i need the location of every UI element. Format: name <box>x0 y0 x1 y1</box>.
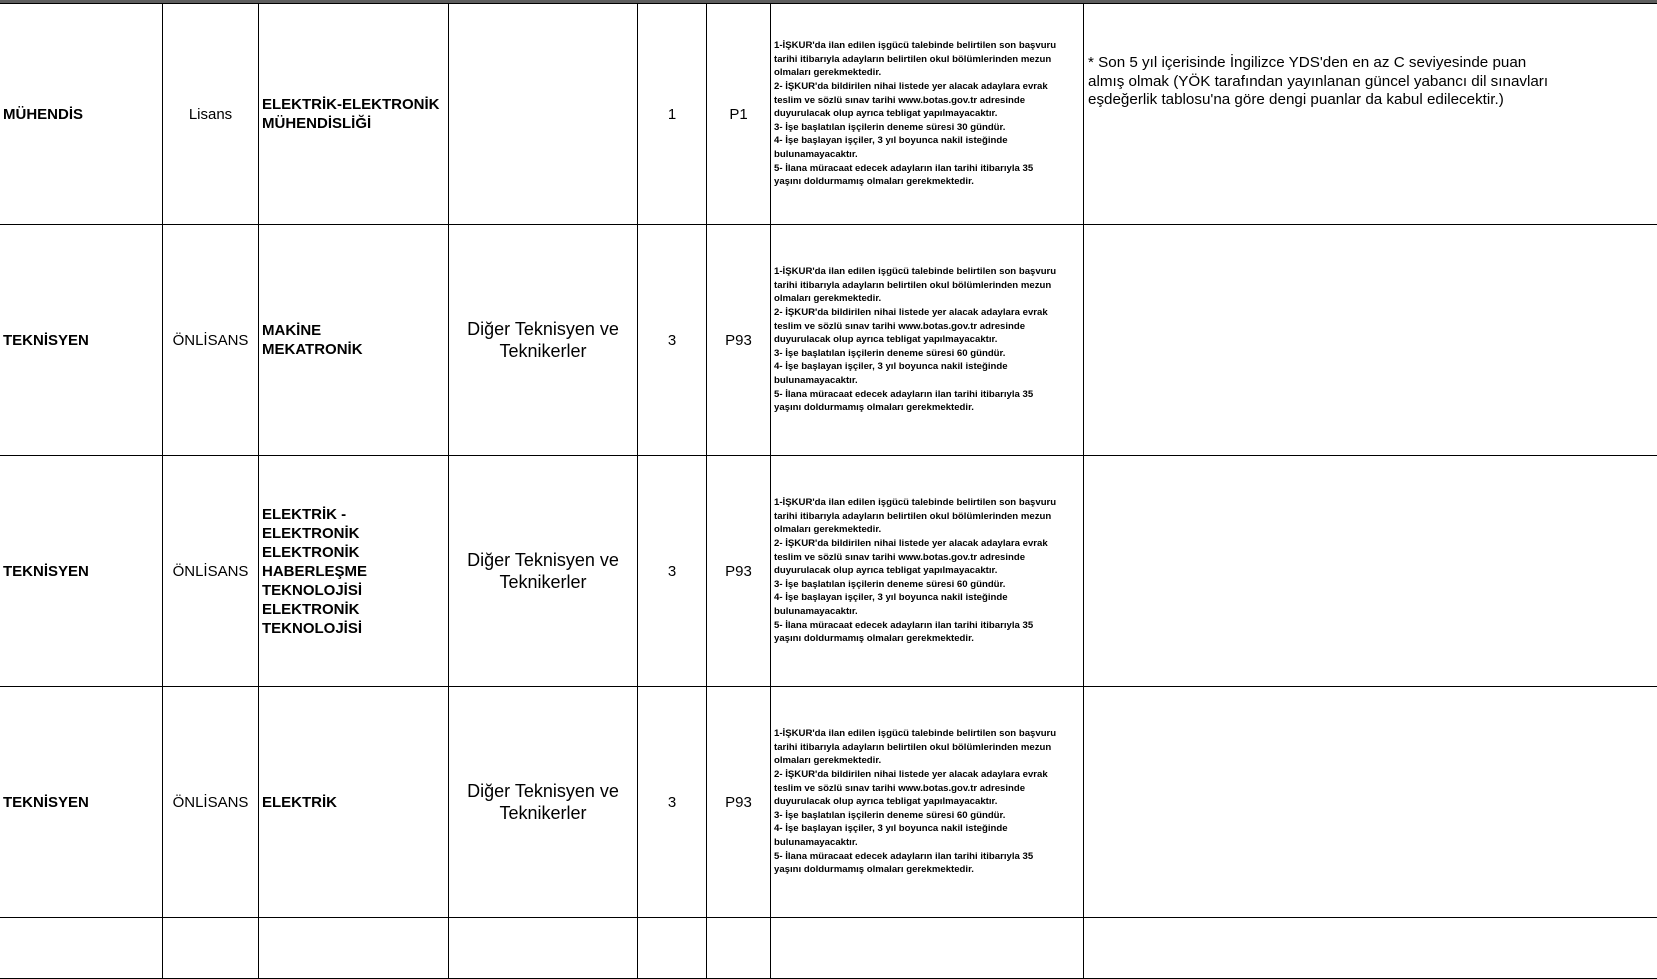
condition-line: tarihi itibarıyla adayların belirtilen okul bölümlerinden mezun <box>774 741 1083 755</box>
education-level-cell: ÖNLİSANS <box>163 687 259 918</box>
condition-line: bulunamayacaktır. <box>774 836 1083 850</box>
condition-line: duyurulacak olup ayrıca tebligat yapılmayacaktır. <box>774 564 1083 578</box>
department-cell <box>259 456 449 687</box>
condition-line: 3- İşe başlatılan işçilerin deneme süresi 60 gündür. <box>774 347 1083 361</box>
education-level-cell: ÖNLİSANS <box>163 456 259 687</box>
occupation-group-cell <box>449 4 638 225</box>
occupation-group-line: Teknikerler <box>449 571 637 593</box>
conditions-cell <box>771 4 1084 225</box>
condition-line: 3- İşe başlatılan işçilerin deneme süresi 30 gündür. <box>774 121 1083 135</box>
department-cell <box>259 687 449 918</box>
occupation-group-line: Teknikerler <box>449 802 637 824</box>
condition-line: 3- İşe başlatılan işçilerin deneme süresi 60 gündür. <box>774 578 1083 592</box>
condition-line: olmaları gerekmektedir. <box>774 523 1083 537</box>
additional-requirements-cell <box>1084 225 1657 456</box>
condition-line: bulunamayacaktır. <box>774 374 1083 388</box>
condition-line: 2- İŞKUR'da bildirilen nihai listede yer alacak adaylara evrak <box>774 537 1083 551</box>
condition-line: tarihi itibarıyla adayların belirtilen okul bölümlerinden mezun <box>774 510 1083 524</box>
department-line: ELEKTRONİK <box>262 524 448 543</box>
position-title-cell: TEKNİSYEN <box>0 687 163 918</box>
condition-line: 5- İlana müracaat edecek adayların ilan tarihi itibarıyla 35 <box>774 388 1083 402</box>
position-title-cell: TEKNİSYEN <box>0 456 163 687</box>
department-line: HABERLEŞME <box>262 562 448 581</box>
condition-line: duyurulacak olup ayrıca tebligat yapılmayacaktır. <box>774 333 1083 347</box>
table-row <box>0 918 1657 979</box>
position-title-cell: TEKNİSYEN <box>0 225 163 456</box>
position-code-cell: P1 <box>707 4 771 225</box>
empty-cell <box>707 918 771 979</box>
condition-line: tarihi itibarıyla adayların belirtilen okul bölümlerinden mezun <box>774 53 1083 67</box>
empty-cell <box>259 918 449 979</box>
condition-line: 2- İŞKUR'da bildirilen nihai listede yer alacak adaylara evrak <box>774 768 1083 782</box>
job-posting-table <box>0 3 1657 979</box>
vacancy-count-cell: 1 <box>638 4 707 225</box>
condition-line: 5- İlana müracaat edecek adayların ilan tarihi itibarıyla 35 <box>774 850 1083 864</box>
condition-line: teslim ve sözlü sınav tarihi www.botas.gov.tr adresinde <box>774 782 1083 796</box>
department-line: MÜHENDİSLİĞİ <box>262 114 448 133</box>
department-line: ELEKTRİK-ELEKTRONİK <box>262 95 448 114</box>
additional-requirements-cell <box>1084 4 1657 225</box>
condition-line: 3- İşe başlatılan işçilerin deneme süresi 60 gündür. <box>774 809 1083 823</box>
department-line: TEKNOLOJİSİ <box>262 581 448 600</box>
department-line: ELEKTRONİK <box>262 543 448 562</box>
condition-line: teslim ve sözlü sınav tarihi www.botas.gov.tr adresinde <box>774 320 1083 334</box>
condition-line: bulunamayacaktır. <box>774 148 1083 162</box>
occupation-group-line: Diğer Teknisyen ve <box>449 318 637 340</box>
position-code-cell: P93 <box>707 687 771 918</box>
table-row <box>0 4 1657 225</box>
condition-line: tarihi itibarıyla adayların belirtilen okul bölümlerinden mezun <box>774 279 1083 293</box>
department-line: ELEKTRONİK <box>262 600 448 619</box>
condition-line: yaşını doldurmamış olmaları gerekmektedir. <box>774 175 1083 189</box>
condition-line: teslim ve sözlü sınav tarihi www.botas.gov.tr adresinde <box>774 551 1083 565</box>
empty-cell <box>1084 918 1657 979</box>
condition-line: 1-İŞKUR'da ilan edilen işgücü talebinde belirtilen son başvuru <box>774 39 1083 53</box>
condition-line: 2- İŞKUR'da bildirilen nihai listede yer alacak adaylara evrak <box>774 306 1083 320</box>
condition-line: duyurulacak olup ayrıca tebligat yapılmayacaktır. <box>774 107 1083 121</box>
condition-line: 4- İşe başlayan işçiler, 3 yıl boyunca nakil isteğinde <box>774 134 1083 148</box>
position-code-cell: P93 <box>707 456 771 687</box>
condition-line: yaşını doldurmamış olmaları gerekmektedir. <box>774 632 1083 646</box>
table-row <box>0 225 1657 456</box>
position-code-cell: P93 <box>707 225 771 456</box>
education-level-cell: ÖNLİSANS <box>163 225 259 456</box>
empty-cell <box>771 918 1084 979</box>
occupation-group-line: Teknikerler <box>449 340 637 362</box>
occupation-group-cell <box>449 225 638 456</box>
vacancy-count-cell: 3 <box>638 687 707 918</box>
department-line: MAKİNE <box>262 321 448 340</box>
department-line: TEKNOLOJİSİ <box>262 619 448 638</box>
vacancy-count-cell: 3 <box>638 456 707 687</box>
department-line: ELEKTRİK - <box>262 505 448 524</box>
condition-line: teslim ve sözlü sınav tarihi www.botas.gov.tr adresinde <box>774 94 1083 108</box>
condition-line: yaşını doldurmamış olmaları gerekmektedir. <box>774 863 1083 877</box>
department-line: MEKATRONİK <box>262 340 448 359</box>
table-row <box>0 687 1657 918</box>
condition-line: olmaları gerekmektedir. <box>774 66 1083 80</box>
condition-line: 4- İşe başlayan işçiler, 3 yıl boyunca nakil isteğinde <box>774 360 1083 374</box>
condition-line: olmaları gerekmektedir. <box>774 754 1083 768</box>
education-level-cell: Lisans <box>163 4 259 225</box>
vacancy-count-cell: 3 <box>638 225 707 456</box>
condition-line: 4- İşe başlayan işçiler, 3 yıl boyunca nakil isteğinde <box>774 591 1083 605</box>
additional-requirements-cell <box>1084 456 1657 687</box>
empty-cell <box>0 918 163 979</box>
condition-line: 4- İşe başlayan işçiler, 3 yıl boyunca nakil isteğinde <box>774 822 1083 836</box>
condition-line: duyurulacak olup ayrıca tebligat yapılmayacaktır. <box>774 795 1083 809</box>
conditions-cell <box>771 456 1084 687</box>
condition-line: yaşını doldurmamış olmaları gerekmektedir. <box>774 401 1083 415</box>
empty-cell <box>638 918 707 979</box>
condition-line: bulunamayacaktır. <box>774 605 1083 619</box>
condition-line: 1-İŞKUR'da ilan edilen işgücü talebinde belirtilen son başvuru <box>774 496 1083 510</box>
conditions-cell <box>771 687 1084 918</box>
condition-line: 2- İŞKUR'da bildirilen nihai listede yer alacak adaylara evrak <box>774 80 1083 94</box>
occupation-group-line: Diğer Teknisyen ve <box>449 549 637 571</box>
department-cell <box>259 4 449 225</box>
condition-line: olmaları gerekmektedir. <box>774 292 1083 306</box>
department-cell <box>259 225 449 456</box>
condition-line: 5- İlana müracaat edecek adayların ilan tarihi itibarıyla 35 <box>774 162 1083 176</box>
occupation-group-cell <box>449 456 638 687</box>
condition-line: 1-İŞKUR'da ilan edilen işgücü talebinde belirtilen son başvuru <box>774 265 1083 279</box>
condition-line: 1-İŞKUR'da ilan edilen işgücü talebinde belirtilen son başvuru <box>774 727 1083 741</box>
table-row <box>0 456 1657 687</box>
department-line: ELEKTRİK <box>262 793 448 812</box>
conditions-cell <box>771 225 1084 456</box>
empty-cell <box>449 918 638 979</box>
occupation-group-line: Diğer Teknisyen ve <box>449 780 637 802</box>
empty-cell <box>163 918 259 979</box>
condition-line: 5- İlana müracaat edecek adayların ilan tarihi itibarıyla 35 <box>774 619 1083 633</box>
additional-requirements-cell <box>1084 687 1657 918</box>
occupation-group-cell <box>449 687 638 918</box>
additional-requirement-text: * Son 5 yıl içerisinde İngilizce YDS'den en az C seviyesinde puan almış olmak (YÖK tarafından yayınlanan güncel yabancı dil sınavları eşdeğerlik tablosu'na göre dengi puanlar da kabul edilecektir.) <box>1088 54 1558 110</box>
position-title-cell: MÜHENDİS <box>0 4 163 225</box>
